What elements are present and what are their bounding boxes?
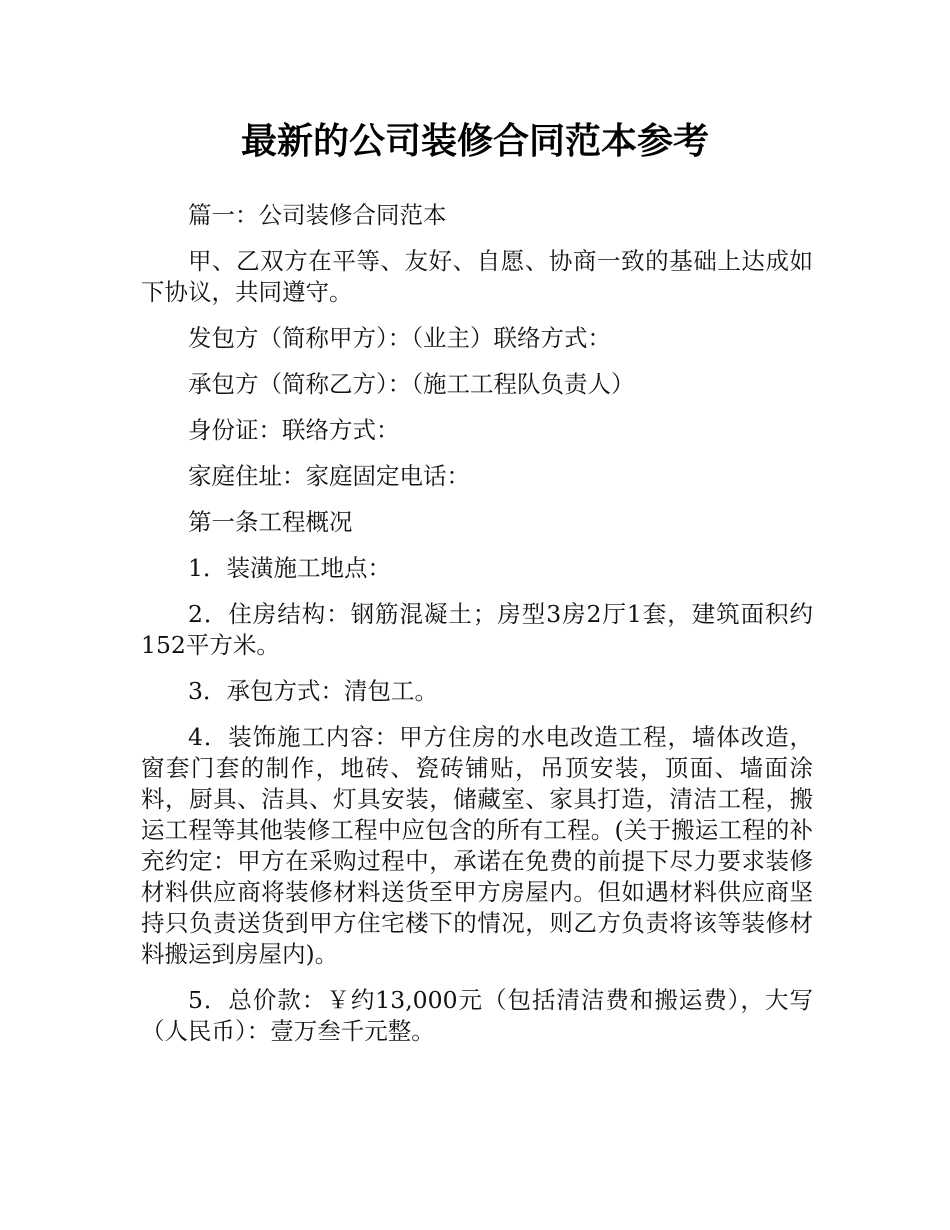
paragraph-agreement-intro: 甲、乙双方在平等、友好、自愿、协商一致的基础上达成如下协议，共同遵守。 (141, 247, 813, 306)
paragraph-item-4: 4．装饰施工内容：甲方住房的水电改造工程，墙体改造，窗套门套的制作，地砖、瓷砖铺贴，吊顶安装，顶面、墙面涂料，厨具、洁具、灯具安装，储藏室、家具打造，清洁工程，搬运工程等其他装修工程中应包含的所有工程。(关于搬运工程的补充约定：甲方在采购过程中，承诺在免费的前提下尽力要求装修材料供应商将装修材料送货至甲方房屋内。但如遇材料供应商坚持只负责送货到甲方住宅楼下的情况，则乙方负责将该等装修材料搬运到房屋内)。 (141, 723, 813, 968)
paragraph-section-heading: 篇一：公司装修合同范本 (188, 201, 447, 229)
paragraph-item-5: 5．总价款：￥约13,000元（包括清洁费和搬运费），大写（人民币）：壹万叁千元整。 (141, 986, 813, 1045)
paragraph-article-one: 第一条工程概况 (188, 508, 353, 536)
paragraph-id-contact: 身份证：联络方式： (188, 416, 400, 444)
paragraph-item-1: 1．装潢施工地点： (188, 554, 391, 582)
paragraph-address-phone: 家庭住址：家庭固定电话： (188, 462, 470, 490)
paragraph-party-b: 承包方（简称乙方）：（施工工程队负责人） (188, 370, 635, 398)
document-title: 最新的公司装修合同范本参考 (240, 121, 709, 162)
paragraph-item-3: 3．承包方式：清包工。 (188, 677, 438, 705)
paragraph-party-a: 发包方（简称甲方）：（业主）联络方式： (188, 324, 611, 352)
document-body (141, 200, 813, 1062)
paragraph-item-2: 2．住房结构：钢筋混凝土；房型3房2厅1套，建筑面积约152平方米。 (141, 600, 813, 659)
